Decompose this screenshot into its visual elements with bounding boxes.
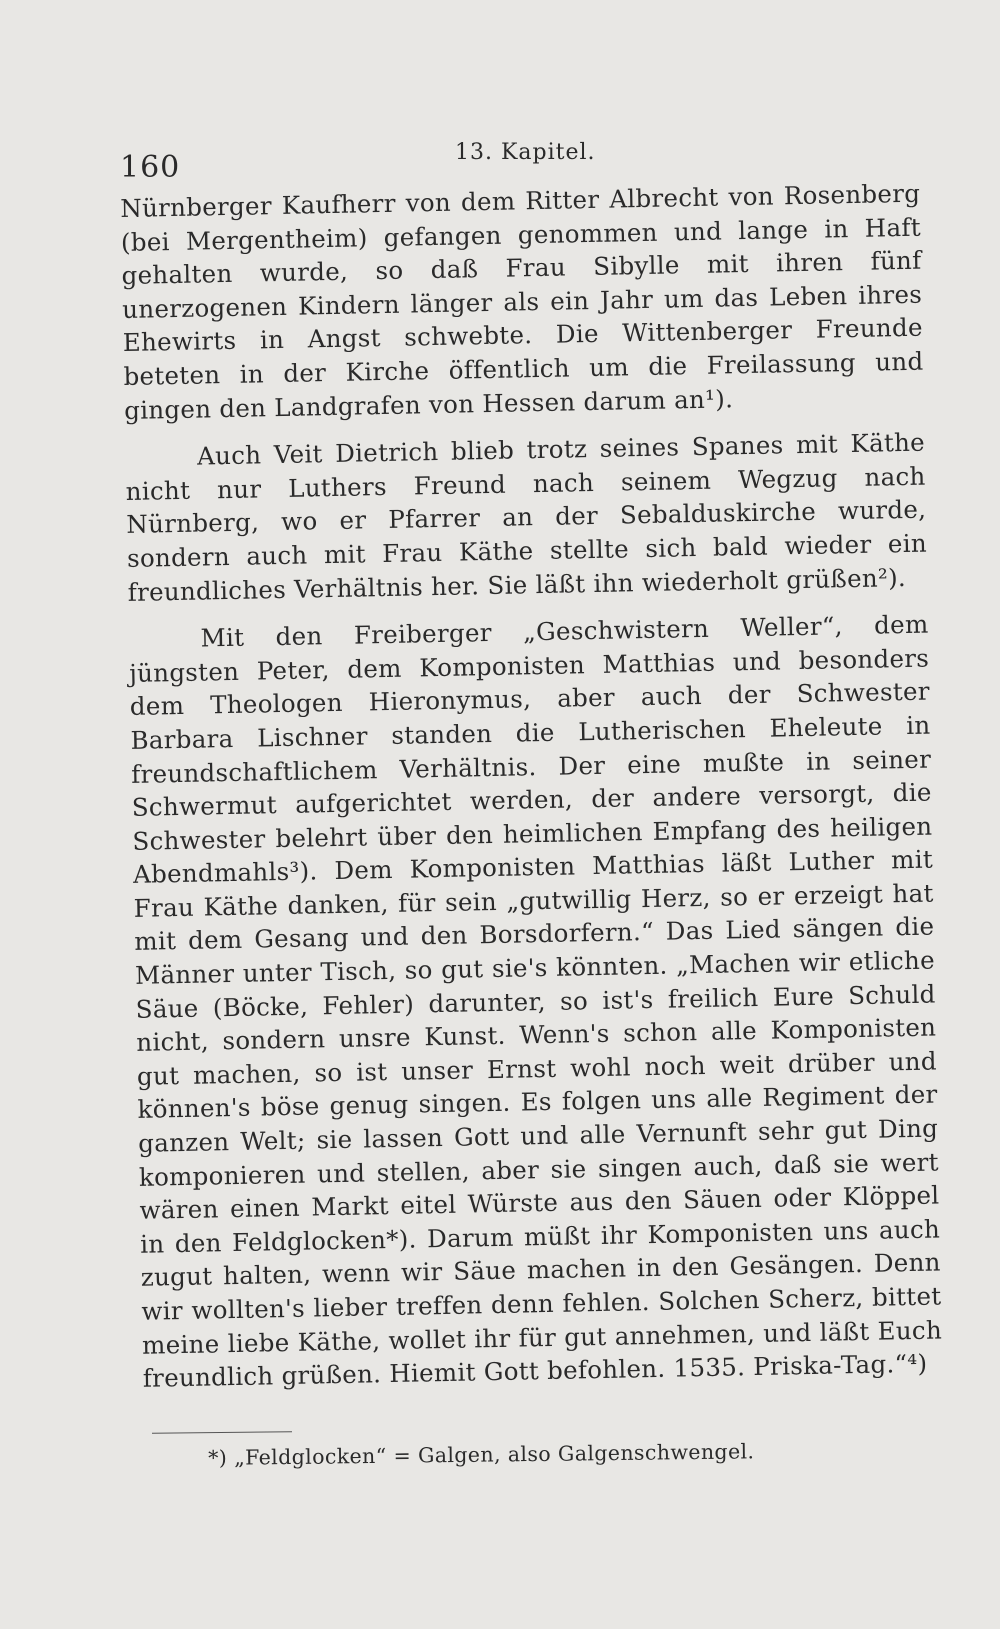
paragraph: Nürnberger Kaufherr von dem Ritter Albrecht von Rosenberg (bei Mergentheim) gefangen genommen und lange in Haft gehalten wurde, so daß Frau Sibylle mit ihren fünf unerzogenen Kindern länger als ein Jahr um das Leben ihres Ehewirts in Angst schwebte. Die Wittenberger Freunde beteten in der Kirche öffentlich um die Freilassung und gingen den Landgrafen von Hessen darum an¹). [120,178,924,425]
footnote: *) „Feldglocken“ = Galgen, also Galgenschwengel. [208,1439,755,1470]
paragraph: Auch Veit Dietrich blieb trotz seines Spanes mit Käthe nicht nur Luthers Freund nach seinem Wegzug nach Nürnberg, wo er Pfarrer an der Sebalduskirche wurde, sondern auch mit Frau Käthe stellte sich bald wieder ein freundliches Verhältnis her. Sie läßt ihn wiederholt grüßen²). [125,427,928,607]
paragraph: Mit den Freiberger „Geschwistern Weller“, dem jüngsten Peter, dem Komponisten Matthias und besonders dem Theologen Hieronymus, aber auch der Schwester Barbara Lischner standen die Lutherischen Eheleute in freundschaftlichem Verhältnis. Der eine mußte in seiner Schwermut aufgerichtet werden, der andere versorgt, die Schwester belehrt über den heimlichen Empfang des heiligen Abendmahls³). Dem Komponisten Matthias läßt Luther mit Frau Käthe danken, für sein „gutwillig Herz, so er erzeigt hat mit dem Gesang und den Borsdorfern.“ Das Lied sängen die Männer unter Tisch, so gut sie's könnten. „Machen wir etliche Säue (Böcke, Fehler) darunter, so ist's freilich Eure Schuld nicht, sondern unsre Kunst. Wenn's schon alle Komponisten gut machen, so ist unser Ernst wohl noch weit drüber und können's böse genug singen. Es folgen uns alle Regiment der ganzen Welt; sie lassen Gott und alle Vernunft sehr gut Ding komponieren und stellen, aber sie singen auch, daß sie wert wären einen Markt eitel Würste aus den Säuen oder Klöppel in den Feldglocken*). Darum müßt ihr Komponisten uns auch zugut halten, wenn wir Säue machen in den Gesängen. Denn wir wollten's lieber treffen denn fehlen. Solchen Scherz, bittet meine liebe Käthe, wollet ihr für gut annehmen, und läßt Euch freundlich grüßen. Hiemit Gott befohlen. 1535. Priska-Tag.“⁴) [128,609,943,1393]
page-header [120,140,920,185]
footnote-divider [152,1431,292,1433]
page-number: 160 [120,150,181,185]
running-head: 13. Kapitel. [455,140,596,165]
body-text [120,177,943,1410]
